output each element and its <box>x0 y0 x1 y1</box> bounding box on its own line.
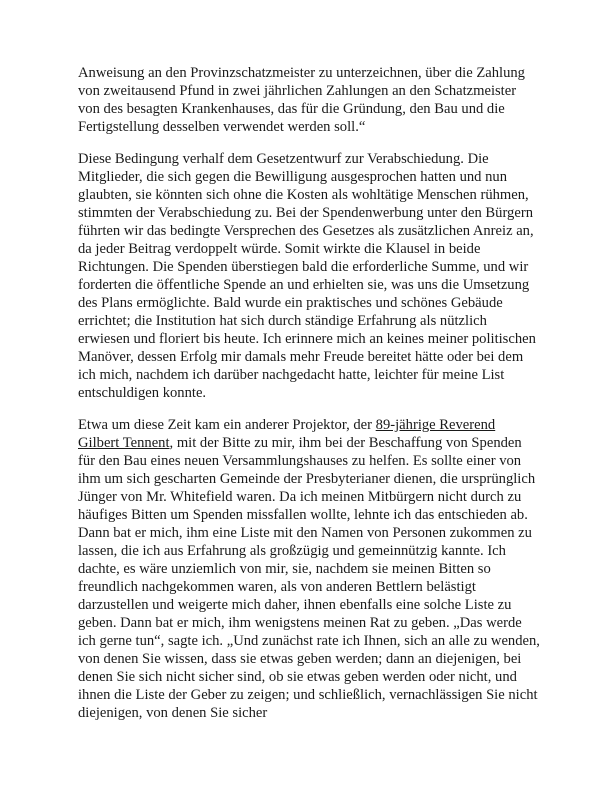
paragraph-bill-passage: Diese Bedingung verhalf dem Gesetzentwurf zur Verabschiedung. Die Mitglieder, die sich gegen die Bewilligung ausgesprochen hatten und nun glaubten, sie könnten sich ohne die Kosten als wohltätige Menschen rühmen, stimmten der Verabschiedung zu. Bei der Spendenwerbung unter den Bürgern führten wir das bedingte Versprechen des Gesetzes als zusätzlichen Anreiz an, da jeder Beitrag verdoppelt würde. Somit wirkte die Klausel in beide Richtungen. Die Spenden überstiegen bald die erforderliche Summe, und wir forderten die öffentliche Spende an und erhielten sie, was uns die Umsetzung des Plans ermöglichte. Bald wurde ein praktisches und schönes Gebäude errichtet; die Institution hat sich durch ständige Erfahrung als nützlich erwiesen und floriert bis heute. Ich erinnere mich an keines meiner politischen Manöver, dessen Erfolg mir damals mehr Freude bereitet hätte oder bei dem ich mich, nachdem ich darüber nachgedacht hatte, leichter für meine List entschuldigen konnte. <box>78 151 536 401</box>
paragraph-text-intro: Etwa um diese Zeit kam ein anderer Projektor, der <box>78 417 376 433</box>
gilbert-tennent-link[interactable]: 89-jährige Reverend Gilbert Tennent <box>78 417 496 451</box>
document-body <box>78 64 540 736</box>
paragraph-tennent-request <box>78 416 540 722</box>
paragraph-hospital-grant: Anweisung an den Provinzschatzmeister zu unterzeichnen, über die Zahlung von zweitausend Pfund in zwei jährlichen Zahlungen an den Schatzmeister von des besagten Krankenhauses, das für die Gründung, den Bau und die Fertigstellung desselben verwendet werden soll.“ <box>78 65 525 135</box>
paragraph-text-continuation: , mit der Bitte zu mir, ihm bei der Beschaffung von Spenden für den Bau eines neuen Versammlungshauses zu helfen. Es sollte einer von ihm um sich gescharten Gemeinde der Presbyterianer dienen, die ursprünglich Jünger von Mr. Whitefield waren. Da ich meinen Mitbürgern nicht durch zu häufiges Bitten um Spenden missfallen wollte, lehnte ich das entschieden ab. Dann bat er mich, ihm eine Liste mit den Namen von Personen zukommen zu lassen, die ich aus Erfahrung als großzügig und gemeinnützig kannte. Ich dachte, es wäre unziemlich von mir, sie, nachdem sie meinen Bitten so freundlich nachgekommen waren, als von anderen Bettlern belästigt darzustellen und weigerte mich daher, ihnen ebenfalls eine solche Liste zu geben. Dann bat er mich, ihm wenigstens meinen Rat zu geben. „Das werde ich gerne tun“, sagte ich. „Und zunächst rate ich Ihnen, sich an alle zu wenden, von denen Sie wissen, dass sie etwas geben werden; dann an diejenigen, bei denen Sie sich nicht sicher sind, ob sie etwas geben werden oder nicht, und ihnen die Liste der Geber zu zeigen; und schließlich, vernachlässigen Sie nicht diejenigen, von denen Sie sicher <box>78 435 540 721</box>
